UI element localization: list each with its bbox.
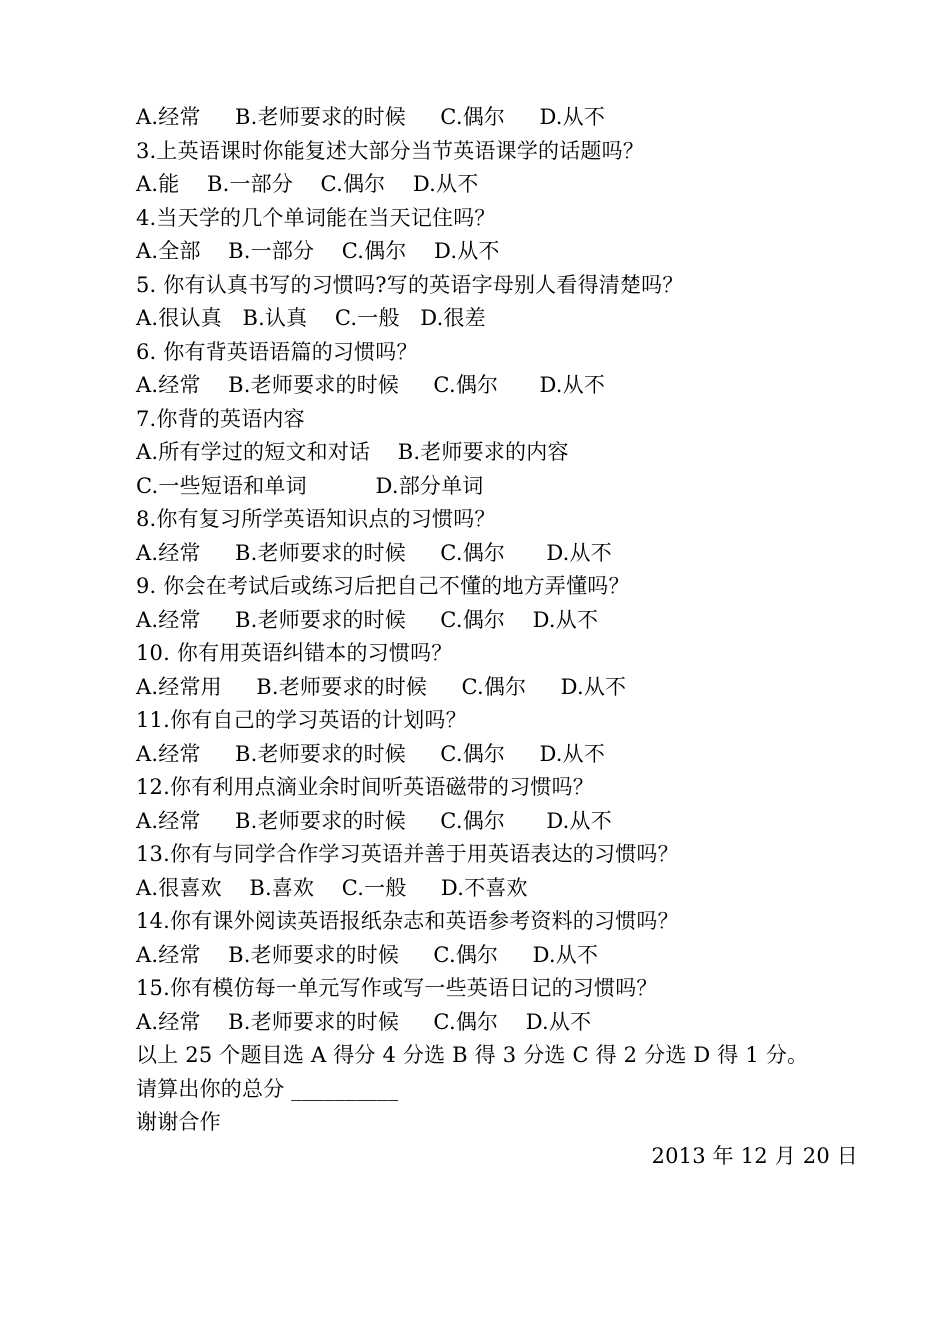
- option-line-q7-b: C.一些短语和单词 D.部分单词: [136, 473, 484, 498]
- option-line-q13: A.很喜欢 B.喜欢 C.一般 D.不喜欢: [136, 875, 528, 900]
- option-line-q15: A.经常 B.老师要求的时候 C.偶尔 D.从不: [136, 1009, 592, 1034]
- option-line-q7-a: A.所有学过的短文和对话 B.老师要求的内容: [136, 440, 569, 464]
- question-13: 13.你有与同学合作学习英语并善于用英语表达的习惯吗？: [136, 842, 679, 866]
- scoring-note: 以上 25 个题目选 A 得分 4 分选 B 得 3 分选 C 得 2 分选 D 得 1 分。: [136, 1043, 809, 1067]
- question-8: 8.你有复习所学英语知识点的习惯吗？: [136, 507, 496, 531]
- option-line-q9: A.经常 B.老师要求的时候 C.偶尔 D.从不: [136, 607, 599, 632]
- question-9: 9. 你会在考试后或练习后把自己不懂的地方弄懂吗？: [136, 574, 630, 598]
- option-line-q10: A.经常用 B.老师要求的时候 C.偶尔 D.从不: [136, 674, 627, 699]
- question-11: 11.你有自己的学习英语的计划吗？: [136, 708, 467, 732]
- option-line-q8: A.经常 B.老师要求的时候 C.偶尔 D.从不: [136, 540, 612, 565]
- option-line-q2: A.经常 B.老师要求的时候 C.偶尔 D.从不: [136, 105, 606, 129]
- question-5: 5. 你有认真书写的习惯吗?写的英语字母别人看得清楚吗？: [136, 272, 684, 297]
- option-line-q5: A.很认真 B.认真 C.一般 D.很差: [136, 306, 486, 330]
- option-line-q4: A.全部 B.一部分 C.偶尔 D.从不: [136, 239, 500, 263]
- option-line-q12: A.经常 B.老师要求的时候 C.偶尔 D.从不: [136, 808, 612, 833]
- questionnaire-body: [136, 101, 866, 1173]
- thanks-line: 谢谢合作: [136, 1110, 221, 1134]
- date-line: 2013 年 12 月 20 日: [651, 1143, 858, 1168]
- question-6: 6. 你有背英语语篇的习惯吗？: [136, 339, 418, 364]
- question-4: 4.当天学的几个单词能在当天记住吗？: [136, 205, 496, 230]
- question-10: 10. 你有用英语纠错本的习惯吗？: [136, 641, 453, 665]
- option-line-q11: A.经常 B.老师要求的时候 C.偶尔 D.从不: [136, 741, 606, 766]
- question-14: 14.你有课外阅读英语报纸杂志和英语参考资料的习惯吗？: [136, 909, 679, 933]
- total-score-prompt: 请算出你的总分 __________: [136, 1076, 399, 1101]
- option-line-q6: A.经常 B.老师要求的时候 C.偶尔 D.从不: [136, 373, 606, 397]
- question-7: 7.你背的英语内容: [136, 406, 305, 431]
- option-line-q3: A.能 B.一部分 C.偶尔 D.从不: [136, 172, 479, 196]
- question-15: 15.你有模仿每一单元写作或写一些英语日记的习惯吗？: [136, 976, 658, 1000]
- question-3: 3.上英语课时你能复述大部分当节英语课学的话题吗？: [136, 138, 645, 163]
- question-12: 12.你有利用点滴业余时间听英语磁带的习惯吗？: [136, 775, 594, 799]
- option-line-q14: A.经常 B.老师要求的时候 C.偶尔 D.从不: [136, 942, 599, 967]
